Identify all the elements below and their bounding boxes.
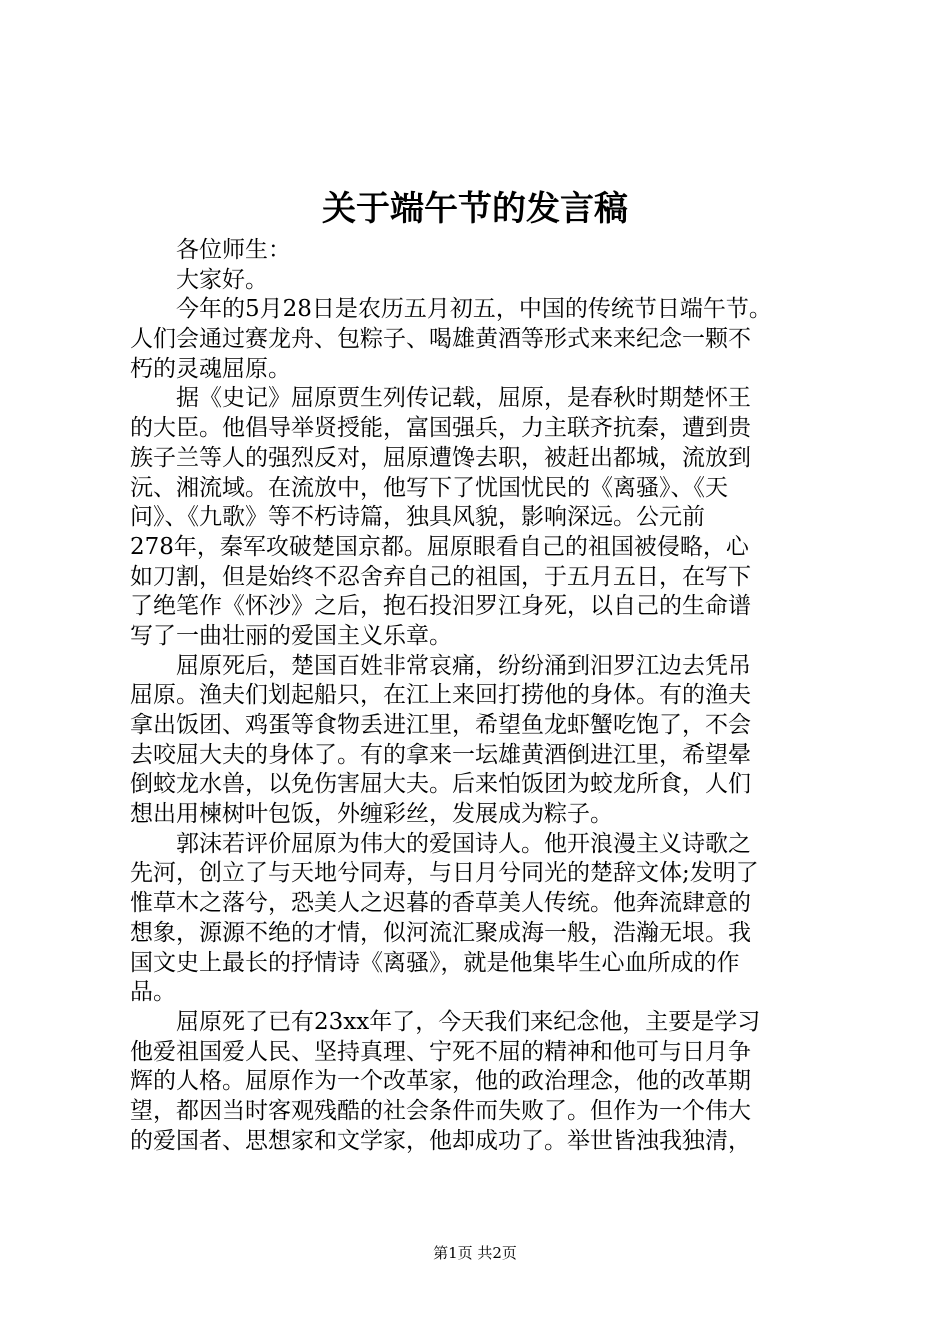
text-line: 惟草木之落兮，恐美人之迟暮的香草美人传统。他奔流肆意的: [130, 890, 751, 917]
text-line: 了绝笔作《怀沙》之后，抱石投汨罗江身死，以自己的生命谱: [130, 593, 751, 620]
text-line: 大家好。: [176, 266, 268, 293]
text-line: 去咬屈大夫的身体了。有的拿来一坛雄黄酒倒进江里，希望晕: [130, 741, 751, 768]
text-line: 的大臣。他倡导举贤授能，富国强兵，力主联齐抗秦，遭到贵: [130, 415, 751, 442]
text-line: 品。: [130, 979, 176, 1006]
text-line: 278年，秦军攻破楚国京都。屈原眼看自己的祖国被侵略，心: [130, 533, 749, 560]
text-line: 问》、《九歌》等不朽诗篇，独具风貌，影响深远。公元前: [130, 504, 705, 531]
text-line: 写了一曲壮丽的爱国主义乐章。: [130, 622, 452, 649]
text-line: 辉的人格。屈原作为一个改革家，他的政治理念，他的改革期: [130, 1068, 751, 1095]
text-line: 沅、湘流域。在流放中，他写下了忧国忧民的《离骚》、《天: [130, 474, 728, 501]
text-line: 屈原。渔夫们划起船只，在江上来回打捞他的身体。有的渔夫: [130, 682, 751, 709]
text-line: 朽的灵魂屈原。: [130, 355, 291, 382]
text-line: 望，都因当时客观残酷的社会条件而失败了。但作为一个伟大: [130, 1097, 751, 1124]
text-line: 先河，创立了与天地兮同寿，与日月兮同光的楚辞文体;发明了: [130, 860, 759, 887]
text-line: 各位师生：: [176, 237, 291, 263]
text-line: 今年的5月28日是农历五月初五，中国的传统节日端午节。: [176, 296, 772, 323]
document-body: [130, 236, 840, 1156]
text-line: 想象，源源不绝的才情，似河流汇聚成海一般，浩瀚无垠。我: [130, 919, 751, 946]
text-line: 想出用楝树叶包饭，外缠彩丝，发展成为粽子。: [130, 801, 613, 828]
text-line: 他爱祖国爱人民、坚持真理、宁死不屈的精神和他可与日月争: [130, 1038, 751, 1065]
text-line: 族子兰等人的强烈反对，屈原遭馋去职，被赶出都城，流放到: [130, 444, 751, 471]
text-line: 倒蛟龙水兽，以免伤害屈大夫。后来怕饭团为蛟龙所食，人们: [130, 771, 751, 798]
text-line: 人们会通过赛龙舟、包粽子、喝雄黄酒等形式来来纪念一颗不: [130, 326, 751, 353]
text-line: 拿出饭团、鸡蛋等食物丢进江里，希望鱼龙虾蟹吃饱了，不会: [130, 712, 751, 738]
page-footer: 第1页 共2页: [433, 1244, 517, 1262]
text-line: 屈原死了已有23xx年了，今天我们来纪念他，主要是学习: [176, 1008, 761, 1035]
text-line: 郭沫若评价屈原为伟大的爱国诗人。他开浪漫主义诗歌之: [176, 830, 751, 857]
text-line: 屈原死后，楚国百姓非常哀痛，纷纷涌到汨罗江边去凭吊: [176, 652, 751, 679]
text-line: 据《史记》屈原贾生列传记载，屈原，是春秋时期楚怀王: [176, 385, 751, 412]
text-line: 如刀割，但是始终不忍舍弃自己的祖国，于五月五日，在写下: [130, 563, 751, 590]
text-line: 的爱国者、思想家和文学家，他却成功了。举世皆浊我独清，: [130, 1127, 751, 1154]
text-line: 国文史上最长的抒情诗《离骚》，就是他集毕生心血所成的作: [130, 949, 740, 976]
document-title: 关于端午节的发言稿: [322, 189, 628, 229]
